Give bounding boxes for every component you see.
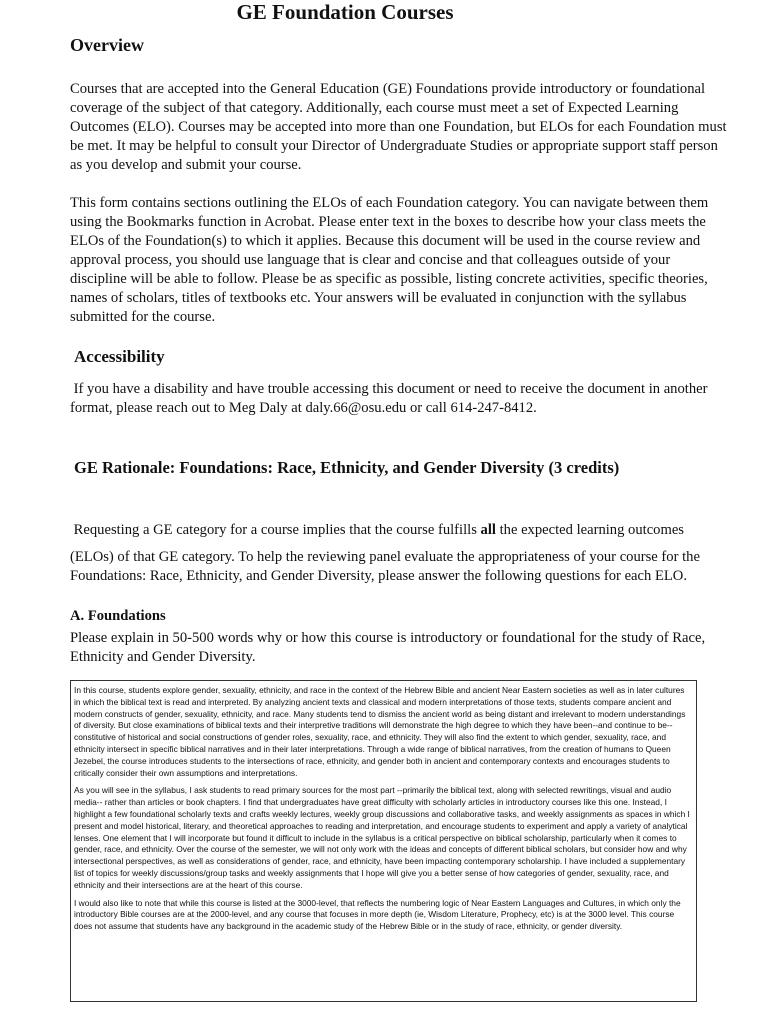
ge-rationale-heading: GE Rationale: Foundations: Race, Ethnicity, and Gender Diversity (3 credits) bbox=[74, 458, 620, 477]
overview-paragraph-2: This form contains sections outlining the ELOs of each Foundation category. You can navigate between them using the Bookmarks function in Acrobat. Please enter text in the boxes to describe how your class meets the ELOs of the Foundation(s) to which it applies. Because this document will be used in the course review and approval process, you should use language that is clear and concise and that colleagues outside of your discipline will be able to follow. Please be as specific as possible, listing concrete activities, specific theories, names of scholars, titles of textbooks etc. Your answers will be evaluated in conjunction with the syllabus submitted for the course. bbox=[70, 195, 709, 325]
accessibility-heading: Accessibility bbox=[74, 347, 165, 366]
rationale-request-before: Requesting a GE category for a course implies that the course fulfills bbox=[73, 522, 481, 538]
accessibility-text-content: If you have a disability and have trouble accessing this document or need to receive the document in another format, please reach out to Meg Daly at daly.66@osu.edu or call 614-247-8412. bbox=[70, 381, 708, 416]
rationale-request-line-2: (ELOs) of that GE category. To help the reviewing panel evaluate the appropriateness of your course for the Foundations: Race, Ethnicity, and Gender Diversity, please answer the following questions for each ELO. bbox=[70, 549, 700, 584]
foundations-answer-field[interactable] bbox=[70, 680, 697, 1002]
foundations-heading: A. Foundations bbox=[70, 608, 166, 624]
overview-heading: Overview bbox=[70, 35, 144, 55]
rationale-request-bold: all bbox=[480, 522, 496, 538]
answer-paragraph-2: As you will see in the syllabus, I ask students to read primary sources for the most part --primarily the biblical text, along with selected rewritings, visual and audio media-- rather than articles or book chapters. I find that undergraduates have great difficulty with scholarly articles in introductory courses like this one. Instead, I highlight a few foundational scholarly texts and crafts weekly lectures, weekly group discussions and collaborative tasks, and weekly assignments as spaces in which I present and model historical, literary, and theoretical approaches to reading and interpretation, and encourage students to experiment and apply a variety of analytical lenses. One element that I will incorporate but found it difficult to include in the syllabus is a critical perspective on biblical scholarship, particularly when it comes to gender, race, and ethnicity. Over the course of the semester, we will not only work with the ideas and concepts of different biblical scholars, but consider how and why intersectional perspectives, as well as considerations of gender, race, and ethnicity, have been impacting contemporary scholarship. I have included a supplementary list of topics for weekly discussions/group tasks and weekly assignments that I hope will give you a better sense of how categories of gender, sexuality, race, and ethnicity and their intersections are at the heart of this course. bbox=[74, 785, 690, 890]
rationale-request-after: the expected learning outcomes bbox=[495, 522, 684, 538]
rationale-request-line bbox=[70, 521, 730, 540]
page-title: GE Foundation Courses bbox=[236, 0, 454, 24]
answer-paragraph-1: In this course, students explore gender, sexuality, ethnicity, and race in the context of the Hebrew Bible and ancient Near Eastern societies as well as in later cultures in which the biblical text is read and interpreted. By analyzing ancient texts and classical and modern interpretations of those texts, students compare ancient and modern constructs of gender, sexuality, ethnicity, and race. Many students tend to dismiss the ancient world as being distant and irrelevant to modern understandings of diversity. But close examinations of biblical texts and their interpretive traditions will demonstrate the high degree to which they have been--and continue to be--constitutive of historical and social constructions of gender roles, sexuality, race, and ethnicity. They will also find the extent to which gender, sexuality, race, and ethnicity intersect in specific biblical narratives and in their later interpretations. Through a wide range of biblical narratives, from the creation of humans to Queen Jezebel, the course introduces students to the intersections of race, ethnicity, and gender both in ancient and contemporary contexts and encourages students to critically consider their own assumptions and interpretations. bbox=[74, 685, 686, 778]
accessibility-text bbox=[70, 380, 730, 418]
answer-paragraph-3: I would also like to note that while this course is listed at the 3000-level, that reflects the numbering logic of Near Eastern Languages and Cultures, in which only the introductory Bible courses are at the 2000-level, and any course that focuses in more depth (ie, Wisdom Literature, Prophecy, etc) is at the 3000 level. This course does not assume that students have any background in the academic study of the Hebrew Bible or in the study of race, ethnicity, or gender diversity. bbox=[74, 897, 681, 932]
foundations-prompt: Please explain in 50-500 words why or how this course is introductory or foundational for the study of Race, Ethnicity and Gender Diversity. bbox=[70, 630, 706, 665]
overview-paragraph-1: Courses that are accepted into the General Education (GE) Foundations provide introductory or foundational coverage of the subject of that category. Additionally, each course must meet a set of Expected Learning Outcomes (ELO). Courses may be accepted into more than one Foundation, but ELOs for each Foundation must be met. It may be helpful to consult your Director of Undergraduate Studies or appropriate support staff person as you develop and submit your course. bbox=[70, 81, 727, 173]
